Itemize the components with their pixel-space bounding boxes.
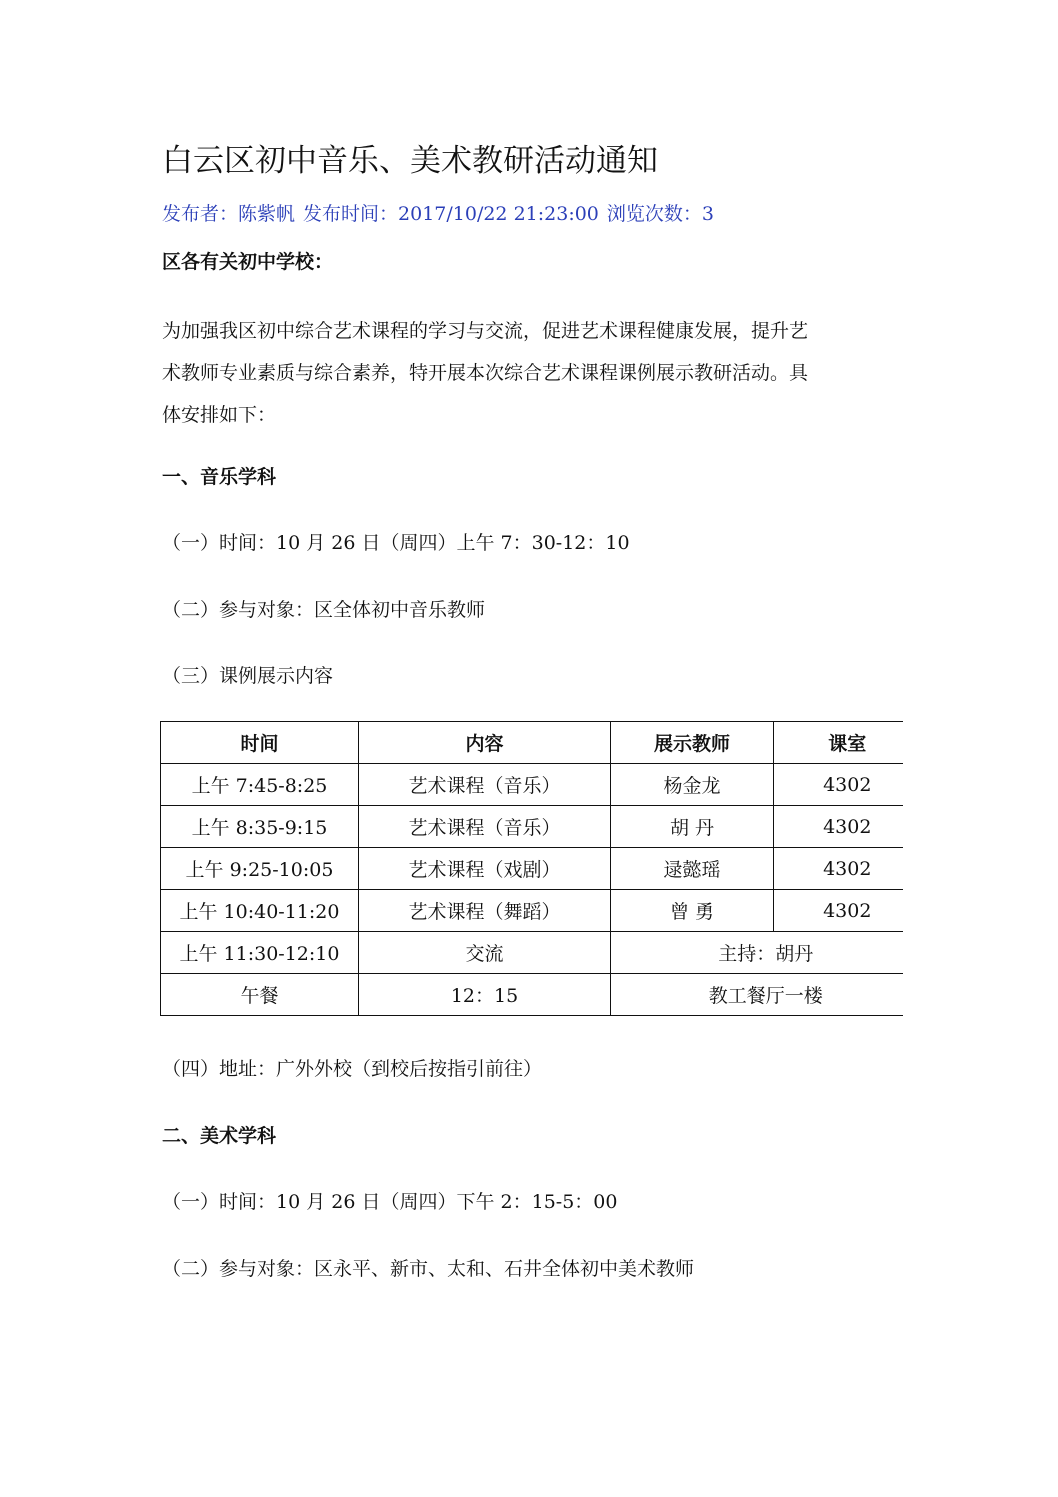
schedule-table <box>160 721 903 1022</box>
cell-lunch-time: 12：15 <box>359 974 611 1016</box>
cell-teacher: 曾 勇 <box>611 890 774 932</box>
cell-teacher: 胡 丹 <box>611 806 774 848</box>
header-teacher: 展示教师 <box>611 722 774 764</box>
cell-teacher: 杨金龙 <box>611 764 774 806</box>
cell-content: 艺术课程（音乐） <box>359 764 611 806</box>
music-address: （四）地址：广外外校（到校后按指引前往） <box>162 1058 543 1080</box>
table-header-row <box>161 722 904 764</box>
view-count: 浏览次数：3 <box>606 203 714 225</box>
music-section-heading: 一、音乐学科 <box>162 466 277 488</box>
cell-time: 上午 11:30-12:10 <box>161 932 359 974</box>
art-participants: （二）参与对象：区永平、新市、太和、石井全体初中美术教师 <box>162 1258 695 1280</box>
page-title: 白云区初中音乐、美术教研活动通知 <box>162 143 658 179</box>
cell-content: 艺术课程（舞蹈） <box>359 890 611 932</box>
cell-classroom: 4302 <box>774 764 904 806</box>
cell-time: 上午 10:40-11:20 <box>161 890 359 932</box>
intro-line: 体安排如下： <box>162 404 277 426</box>
table-row <box>161 806 904 848</box>
header-content: 内容 <box>359 722 611 764</box>
post-meta <box>162 200 714 228</box>
cell-teacher: 逯懿瑶 <box>611 848 774 890</box>
header-classroom: 课室 <box>774 722 904 764</box>
table-row-exchange <box>161 932 904 974</box>
table-row <box>161 764 904 806</box>
cell-classroom: 4302 <box>774 848 904 890</box>
table-row <box>161 848 904 890</box>
salutation: 区各有关初中学校： <box>162 251 334 273</box>
music-participants: （二）参与对象：区全体初中音乐教师 <box>162 599 486 621</box>
cell-content: 交流 <box>359 932 611 974</box>
cell-time: 上午 8:35-9:15 <box>161 806 359 848</box>
cell-classroom: 4302 <box>774 806 904 848</box>
music-content-heading: （三）课例展示内容 <box>162 665 334 687</box>
table-row-lunch <box>161 974 904 1016</box>
cell-content: 艺术课程（音乐） <box>359 806 611 848</box>
intro-line: 为加强我区初中综合艺术课程的学习与交流，促进艺术课程健康发展，提升艺 <box>162 320 809 342</box>
music-time: （一）时间：10 月 26 日（周四）上午 7：30-12：10 <box>162 532 630 554</box>
cell-lunch-place: 教工餐厅一楼 <box>611 974 904 1016</box>
intro-paragraph <box>162 310 882 436</box>
publisher: 发布者：陈紫帆 <box>162 203 296 225</box>
cell-time: 上午 7:45-8:25 <box>161 764 359 806</box>
table-row <box>161 890 904 932</box>
art-section-heading: 二、美术学科 <box>162 1125 277 1147</box>
cell-lunch-label: 午餐 <box>161 974 359 1016</box>
art-time: （一）时间：10 月 26 日（周四）下午 2：15-5：00 <box>162 1191 618 1213</box>
intro-line: 术教师专业素质与综合素养，特开展本次综合艺术课程课例展示教研活动。具 <box>162 362 809 384</box>
header-time: 时间 <box>161 722 359 764</box>
cell-time: 上午 9:25-10:05 <box>161 848 359 890</box>
published-time: 发布时间：2017/10/22 21:23:00 <box>303 203 599 225</box>
cell-classroom: 4302 <box>774 890 904 932</box>
cell-host: 主持：胡丹 <box>611 932 904 974</box>
cell-content: 艺术课程（戏剧） <box>359 848 611 890</box>
